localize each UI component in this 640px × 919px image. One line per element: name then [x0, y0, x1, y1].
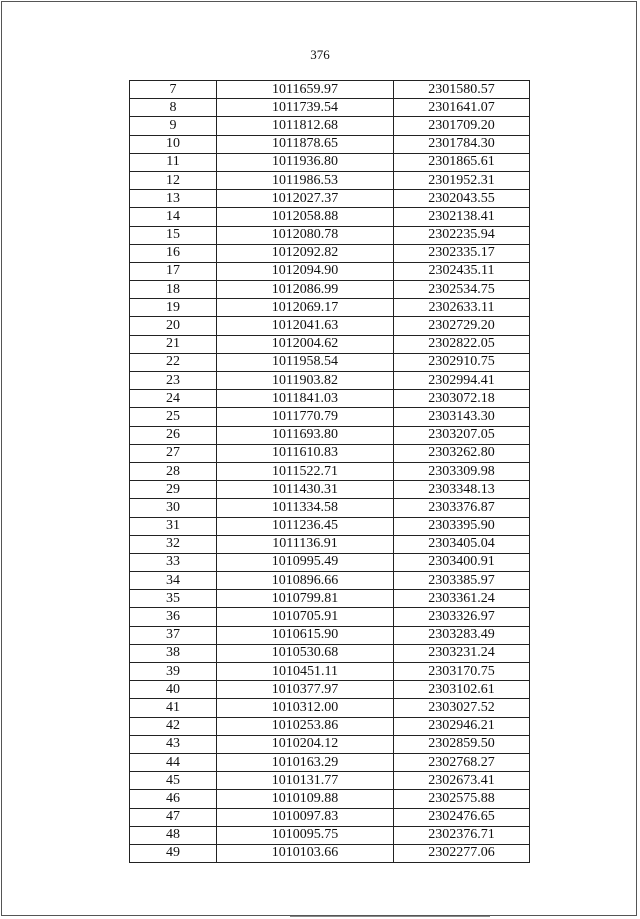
table-row [130, 190, 530, 208]
x-coordinate-cell: 1011936.80 [217, 153, 394, 171]
y-coordinate-cell: 2303400.91 [394, 553, 530, 571]
x-coordinate-cell: 1012094.90 [217, 262, 394, 280]
y-coordinate-cell: 2303207.05 [394, 426, 530, 444]
y-coordinate-cell: 2303143.30 [394, 408, 530, 426]
point-number-cell: 15 [130, 226, 217, 244]
y-coordinate-cell: 2302335.17 [394, 244, 530, 262]
x-coordinate-cell: 1011739.54 [217, 99, 394, 117]
table-row [130, 408, 530, 426]
point-number-cell: 32 [130, 535, 217, 553]
y-coordinate-cell: 2303102.61 [394, 681, 530, 699]
y-coordinate-cell: 2302994.41 [394, 372, 530, 390]
table-row [130, 844, 530, 862]
bottom-rule [290, 916, 490, 917]
table-row [130, 426, 530, 444]
point-number-cell: 30 [130, 499, 217, 517]
point-number-cell: 28 [130, 462, 217, 480]
table-row [130, 808, 530, 826]
point-number-cell: 25 [130, 408, 217, 426]
y-coordinate-cell: 2302235.94 [394, 226, 530, 244]
table-row [130, 772, 530, 790]
y-coordinate-cell: 2303376.87 [394, 499, 530, 517]
y-coordinate-cell: 2303361.24 [394, 590, 530, 608]
x-coordinate-cell: 1011522.71 [217, 462, 394, 480]
table-row [130, 317, 530, 335]
table-row [130, 572, 530, 590]
point-number-cell: 38 [130, 644, 217, 662]
x-coordinate-cell: 1010095.75 [217, 826, 394, 844]
point-number-cell: 21 [130, 335, 217, 353]
point-number-cell: 20 [130, 317, 217, 335]
y-coordinate-cell: 2302633.11 [394, 299, 530, 317]
table-row [130, 499, 530, 517]
y-coordinate-cell: 2302729.20 [394, 317, 530, 335]
coordinates-table [129, 80, 530, 863]
y-coordinate-cell: 2301641.07 [394, 99, 530, 117]
y-coordinate-cell: 2303072.18 [394, 390, 530, 408]
x-coordinate-cell: 1010896.66 [217, 572, 394, 590]
point-number-cell: 24 [130, 390, 217, 408]
table-row [130, 826, 530, 844]
point-number-cell: 29 [130, 481, 217, 499]
page-number: 376 [310, 47, 330, 62]
y-coordinate-cell: 2302575.88 [394, 790, 530, 808]
x-coordinate-cell: 1012069.17 [217, 299, 394, 317]
y-coordinate-cell: 2302859.50 [394, 735, 530, 753]
table-row [130, 335, 530, 353]
y-coordinate-cell: 2302277.06 [394, 844, 530, 862]
table-row [130, 208, 530, 226]
x-coordinate-cell: 1010799.81 [217, 590, 394, 608]
x-coordinate-cell: 1012086.99 [217, 281, 394, 299]
table-row [130, 735, 530, 753]
y-coordinate-cell: 2302435.11 [394, 262, 530, 280]
y-coordinate-cell: 2302822.05 [394, 335, 530, 353]
y-coordinate-cell: 2303262.80 [394, 444, 530, 462]
table-row [130, 99, 530, 117]
table-row [130, 481, 530, 499]
y-coordinate-cell: 2302476.65 [394, 808, 530, 826]
point-number-cell: 12 [130, 171, 217, 189]
y-coordinate-cell: 2303405.04 [394, 535, 530, 553]
y-coordinate-cell: 2302138.41 [394, 208, 530, 226]
x-coordinate-cell: 1010705.91 [217, 608, 394, 626]
table-row [130, 153, 530, 171]
point-number-cell: 36 [130, 608, 217, 626]
point-number-cell: 26 [130, 426, 217, 444]
table-row [130, 790, 530, 808]
table-row [130, 372, 530, 390]
y-coordinate-cell: 2302534.75 [394, 281, 530, 299]
x-coordinate-cell: 1010451.11 [217, 663, 394, 681]
x-coordinate-cell: 1010097.83 [217, 808, 394, 826]
point-number-cell: 13 [130, 190, 217, 208]
y-coordinate-cell: 2302910.75 [394, 353, 530, 371]
x-coordinate-cell: 1011958.54 [217, 353, 394, 371]
table-row [130, 626, 530, 644]
y-coordinate-cell: 2303395.90 [394, 517, 530, 535]
x-coordinate-cell: 1011430.31 [217, 481, 394, 499]
point-number-cell: 14 [130, 208, 217, 226]
point-number-cell: 35 [130, 590, 217, 608]
x-coordinate-cell: 1012027.37 [217, 190, 394, 208]
x-coordinate-cell: 1010204.12 [217, 735, 394, 753]
table-row [130, 281, 530, 299]
point-number-cell: 11 [130, 153, 217, 171]
point-number-cell: 40 [130, 681, 217, 699]
table-row [130, 753, 530, 771]
x-coordinate-cell: 1010163.29 [217, 753, 394, 771]
point-number-cell: 41 [130, 699, 217, 717]
table-row [130, 462, 530, 480]
y-coordinate-cell: 2301784.30 [394, 135, 530, 153]
point-number-cell: 37 [130, 626, 217, 644]
point-number-cell: 44 [130, 753, 217, 771]
point-number-cell: 43 [130, 735, 217, 753]
x-coordinate-cell: 1010312.00 [217, 699, 394, 717]
table-row [130, 81, 530, 99]
x-coordinate-cell: 1011903.82 [217, 372, 394, 390]
point-number-cell: 45 [130, 772, 217, 790]
x-coordinate-cell: 1011610.83 [217, 444, 394, 462]
point-number-cell: 16 [130, 244, 217, 262]
point-number-cell: 48 [130, 826, 217, 844]
x-coordinate-cell: 1011812.68 [217, 117, 394, 135]
x-coordinate-cell: 1010109.88 [217, 790, 394, 808]
y-coordinate-cell: 2301580.57 [394, 81, 530, 99]
table-row [130, 608, 530, 626]
point-number-cell: 17 [130, 262, 217, 280]
y-coordinate-cell: 2303385.97 [394, 572, 530, 590]
point-number-cell: 39 [130, 663, 217, 681]
x-coordinate-cell: 1012041.63 [217, 317, 394, 335]
x-coordinate-cell: 1010131.77 [217, 772, 394, 790]
x-coordinate-cell: 1012080.78 [217, 226, 394, 244]
table-row [130, 117, 530, 135]
point-number-cell: 9 [130, 117, 217, 135]
x-coordinate-cell: 1011659.97 [217, 81, 394, 99]
y-coordinate-cell: 2302043.55 [394, 190, 530, 208]
table-row [130, 262, 530, 280]
table-row [130, 535, 530, 553]
x-coordinate-cell: 1010103.66 [217, 844, 394, 862]
x-coordinate-cell: 1011841.03 [217, 390, 394, 408]
table-row [130, 390, 530, 408]
y-coordinate-cell: 2302768.27 [394, 753, 530, 771]
point-number-cell: 33 [130, 553, 217, 571]
x-coordinate-cell: 1010253.86 [217, 717, 394, 735]
x-coordinate-cell: 1011693.80 [217, 426, 394, 444]
point-number-cell: 31 [130, 517, 217, 535]
x-coordinate-cell: 1010530.68 [217, 644, 394, 662]
table-row [130, 717, 530, 735]
point-number-cell: 7 [130, 81, 217, 99]
table-row [130, 590, 530, 608]
x-coordinate-cell: 1011236.45 [217, 517, 394, 535]
y-coordinate-cell: 2303170.75 [394, 663, 530, 681]
y-coordinate-cell: 2301952.31 [394, 171, 530, 189]
coordinates-table-body [130, 81, 530, 863]
point-number-cell: 8 [130, 99, 217, 117]
point-number-cell: 23 [130, 372, 217, 390]
x-coordinate-cell: 1012092.82 [217, 244, 394, 262]
table-row [130, 444, 530, 462]
y-coordinate-cell: 2303283.49 [394, 626, 530, 644]
y-coordinate-cell: 2303326.97 [394, 608, 530, 626]
x-coordinate-cell: 1010995.49 [217, 553, 394, 571]
table-row [130, 681, 530, 699]
table-row [130, 553, 530, 571]
y-coordinate-cell: 2303348.13 [394, 481, 530, 499]
y-coordinate-cell: 2303231.24 [394, 644, 530, 662]
table-row [130, 244, 530, 262]
table-row [130, 171, 530, 189]
x-coordinate-cell: 1011334.58 [217, 499, 394, 517]
x-coordinate-cell: 1011136.91 [217, 535, 394, 553]
x-coordinate-cell: 1010615.90 [217, 626, 394, 644]
table-row [130, 699, 530, 717]
point-number-cell: 49 [130, 844, 217, 862]
table-row [130, 663, 530, 681]
point-number-cell: 34 [130, 572, 217, 590]
point-number-cell: 19 [130, 299, 217, 317]
x-coordinate-cell: 1010377.97 [217, 681, 394, 699]
point-number-cell: 42 [130, 717, 217, 735]
y-coordinate-cell: 2302673.41 [394, 772, 530, 790]
point-number-cell: 46 [130, 790, 217, 808]
point-number-cell: 27 [130, 444, 217, 462]
x-coordinate-cell: 1011986.53 [217, 171, 394, 189]
table-row [130, 299, 530, 317]
x-coordinate-cell: 1012058.88 [217, 208, 394, 226]
x-coordinate-cell: 1011770.79 [217, 408, 394, 426]
y-coordinate-cell: 2301709.20 [394, 117, 530, 135]
y-coordinate-cell: 2302946.21 [394, 717, 530, 735]
x-coordinate-cell: 1011878.65 [217, 135, 394, 153]
y-coordinate-cell: 2303027.52 [394, 699, 530, 717]
table-row [130, 644, 530, 662]
table-row [130, 353, 530, 371]
point-number-cell: 10 [130, 135, 217, 153]
point-number-cell: 47 [130, 808, 217, 826]
table-row [130, 517, 530, 535]
y-coordinate-cell: 2302376.71 [394, 826, 530, 844]
table-row [130, 226, 530, 244]
point-number-cell: 22 [130, 353, 217, 371]
table-row [130, 135, 530, 153]
x-coordinate-cell: 1012004.62 [217, 335, 394, 353]
y-coordinate-cell: 2303309.98 [394, 462, 530, 480]
point-number-cell: 18 [130, 281, 217, 299]
y-coordinate-cell: 2301865.61 [394, 153, 530, 171]
